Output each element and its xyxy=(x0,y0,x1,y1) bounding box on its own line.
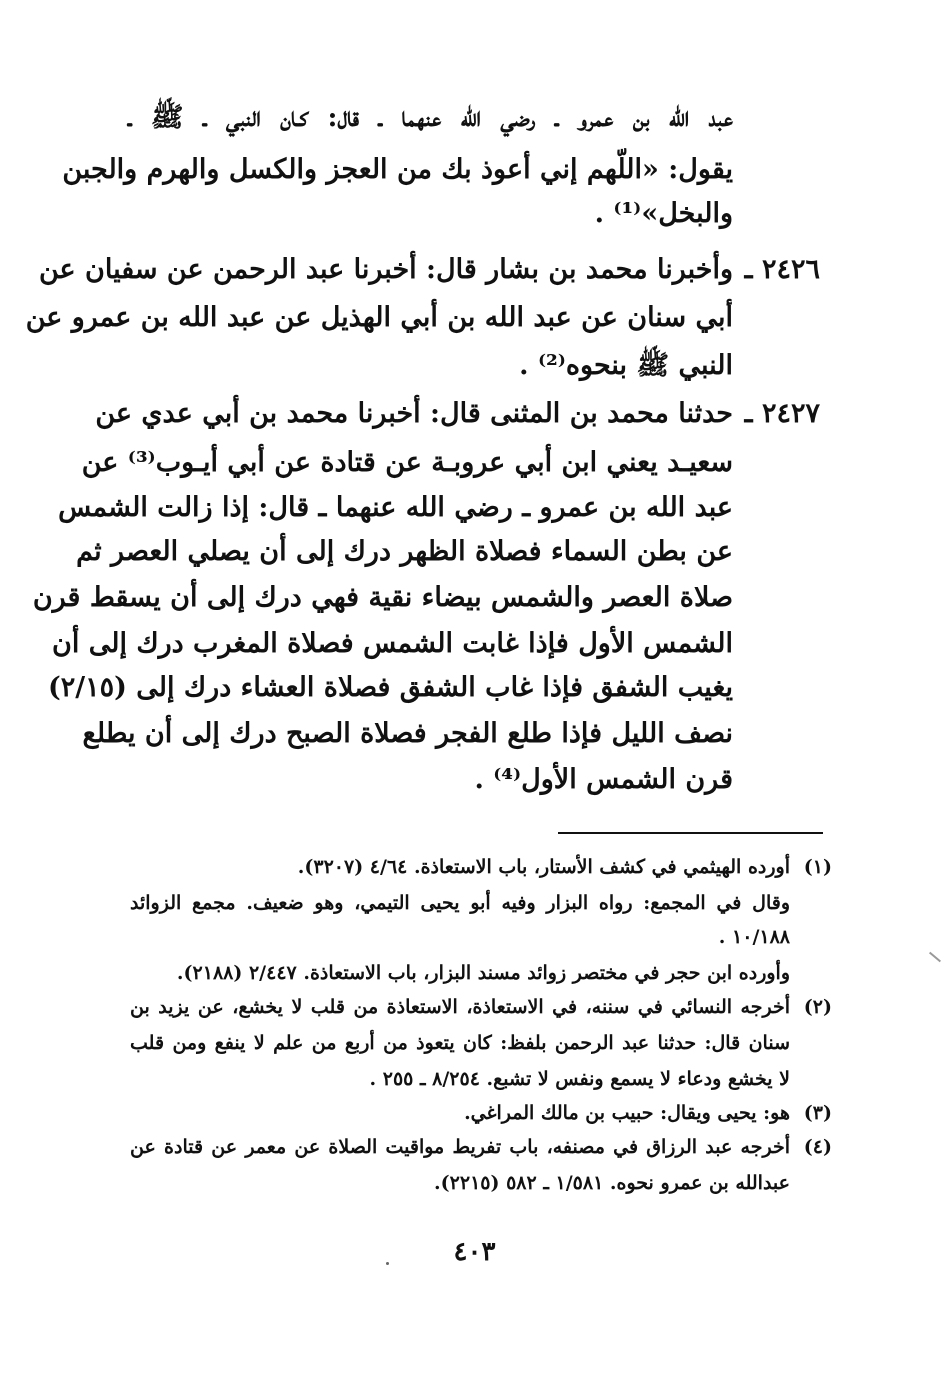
text-line: حدثنا محمد بن المثنى قال: أخبرنا محمد بن أبي عدي عن xyxy=(95,398,733,429)
footnote-marker: (٤) xyxy=(803,1136,832,1158)
page-number: ٤٠٣ xyxy=(453,1237,496,1267)
hadith-number: ٢٤٢٦ ـ xyxy=(744,254,820,285)
footnote-marker: (٣) xyxy=(803,1102,832,1124)
footnote-line: أورده الهيثمي في كشف الأستار، باب الاستعاذة. ٤/٦٤ (٣٢٠٧). xyxy=(297,856,790,878)
text-line: سعيـد يعني ابن أبي عروبـة عن قتادة عن أبي أيـوب⁽³⁾ عن xyxy=(81,447,733,478)
scan-speck xyxy=(386,1262,389,1265)
footnote-separator xyxy=(558,832,823,834)
scan-mark xyxy=(929,952,941,963)
text-line: صلاة العصر والشمس بيضاء نقية فهي درك إلى أن يسقط قرن xyxy=(32,582,733,613)
text-line: عن بطن السماء فصلاة الظهر درك إلى أن يصلي العصر ثم xyxy=(76,536,733,567)
hadith-number: ٢٤٢٧ ـ xyxy=(744,398,820,429)
footnote-line: ١٠/١٨٨ . xyxy=(718,926,790,948)
footnote-line: عبدالله بن عمرو نحوه. ١/٥٨١ ـ ٥٨٢ (٢٢١٥). xyxy=(434,1172,790,1194)
text-line: وأخبرنا محمد بن بشار قال: أخبرنا عبد الرحمن عن سفيان عن xyxy=(38,254,733,285)
text-line: نصف الليل فإذا طلع الفجر فصلاة الصبح درك إلى أن يطلع xyxy=(82,718,733,749)
footnote-line: سنان قال: حدثنا عبد الرحمن بلفظ: كان يتعوذ من أربع من علم لا ينفع ومن قلب xyxy=(130,1032,790,1054)
footnote-line: هو: يحيى ويقال: حبيب بن مالك المراغي. xyxy=(464,1102,790,1124)
footnote-line: أخرجه عبد الرزاق في مصنفه، باب تفريط مواقيت الصلاة عن معمر عن قتادة عن xyxy=(130,1136,790,1158)
footnote-marker: (٢) xyxy=(803,996,832,1018)
footnote-line: أخرجه النسائي في سننه، في الاستعاذة، الاستعاذة من قلب لا يخشع، عن يزيد بن xyxy=(130,996,790,1018)
text-line: يقول: «اللّهم إني أعوذ بك من العجز والكسل والهرم والجبن xyxy=(62,154,733,185)
footnote-line: وأورده ابن حجر في مختصر زوائد مسند البزار، باب الاستعاذة. ٢/٤٤٧ (٢١٨٨). xyxy=(176,962,790,984)
footnote-line: لا يخشع ودعاء لا يسمع ونفس لا تشبع. ٨/٢٥٤ ـ ٢٥٥ . xyxy=(369,1068,790,1090)
text-line: عبد الله بن عمرو ـ رضي الله عنهما ـ قال: كـان النبي ـ ﷺ ـ xyxy=(128,102,733,133)
text-line: قرن الشمس الأول⁽⁴⁾ . xyxy=(474,764,733,795)
text-line: يغيب الشفق فإذا غاب الشفق فصلاة العشاء درك إلى (٢/١٥) xyxy=(47,672,733,703)
footnote-line: وقال في المجمع: رواه البزار وفيه أبو يحيى التيمي، وهو ضعيف. مجمع الزوائد xyxy=(130,892,790,914)
text-line: أبي سنان عن عبد الله بن أبي الهذيل عن عبد الله بن عمرو عن xyxy=(25,302,733,333)
text-line: والبخل»⁽¹⁾ . xyxy=(594,198,733,229)
footnote-marker: (١) xyxy=(803,856,832,878)
text-line: عبد الله بن عمرو ـ رضي الله عنهما ـ قال: إذا زالت الشمس xyxy=(58,492,733,523)
text-line: النبي ﷺ بنحوه⁽²⁾ . xyxy=(519,350,733,381)
text-line: الشمس الأول فإذا غابت الشمس فصلاة المغرب درك إلى أن xyxy=(51,628,733,659)
